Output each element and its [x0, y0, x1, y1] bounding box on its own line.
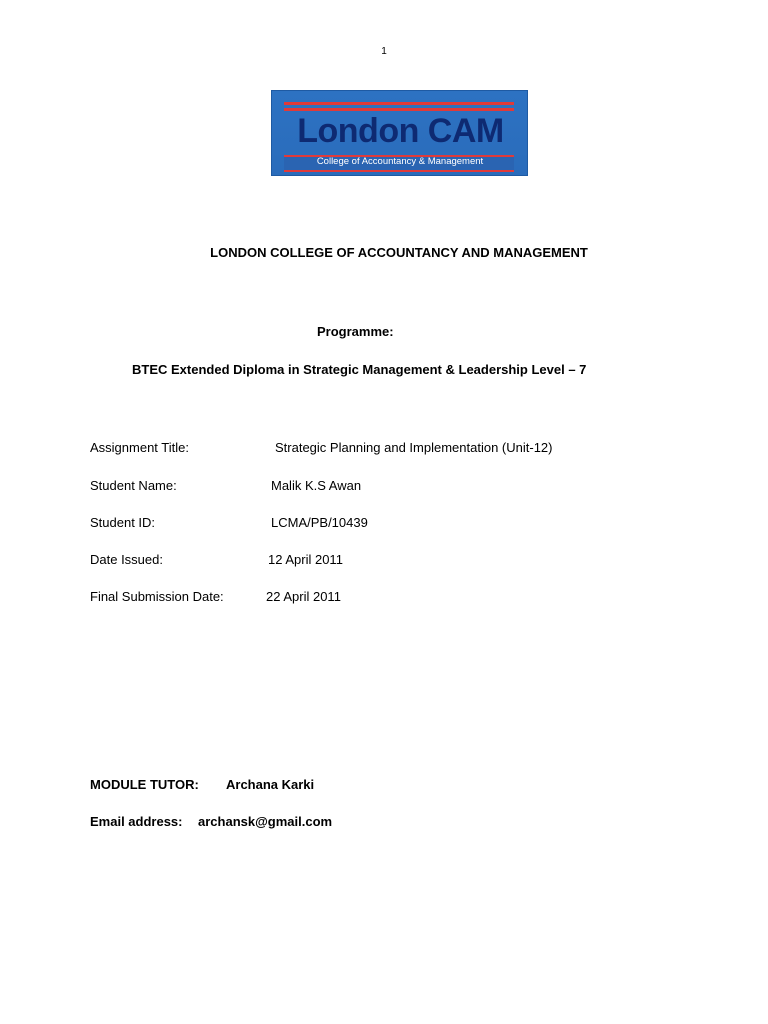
college-name: LONDON COLLEGE OF ACCOUNTANCY AND MANAGEMENT — [210, 245, 588, 260]
student-name-label: Student Name: — [90, 478, 177, 493]
assignment-title-value: Strategic Planning and Implementation (Unit-12) — [275, 440, 553, 455]
student-id-value: LCMA/PB/10439 — [271, 515, 368, 530]
programme-name: BTEC Extended Diploma in Strategic Management & Leadership Level – 7 — [132, 362, 587, 377]
logo-subtitle: College of Accountancy & Management — [316, 156, 484, 167]
student-name-value: Malik K.S Awan — [271, 478, 362, 493]
date-issued-label: Date Issued: — [90, 552, 163, 567]
email-value: archansk@gmail.com — [198, 814, 333, 829]
page-number: 1 — [381, 46, 387, 57]
logo-title: London CAM — [297, 112, 504, 150]
logo-stripe — [284, 102, 514, 105]
email-label: Email address: — [90, 814, 183, 829]
date-issued-value: 12 April 2011 — [268, 552, 343, 567]
student-id-label: Student ID: — [90, 515, 156, 530]
module-tutor-value: Archana Karki — [226, 777, 315, 792]
programme-heading: Programme: — [317, 324, 394, 339]
assignment-title-label: Assignment Title: — [90, 440, 189, 455]
final-submission-date-label: Final Submission Date: — [90, 589, 224, 604]
college-logo — [271, 90, 528, 176]
logo-stripe — [284, 108, 514, 111]
module-tutor-label: MODULE TUTOR: — [90, 777, 199, 792]
final-submission-date-value: 22 April 2011 — [266, 589, 341, 604]
